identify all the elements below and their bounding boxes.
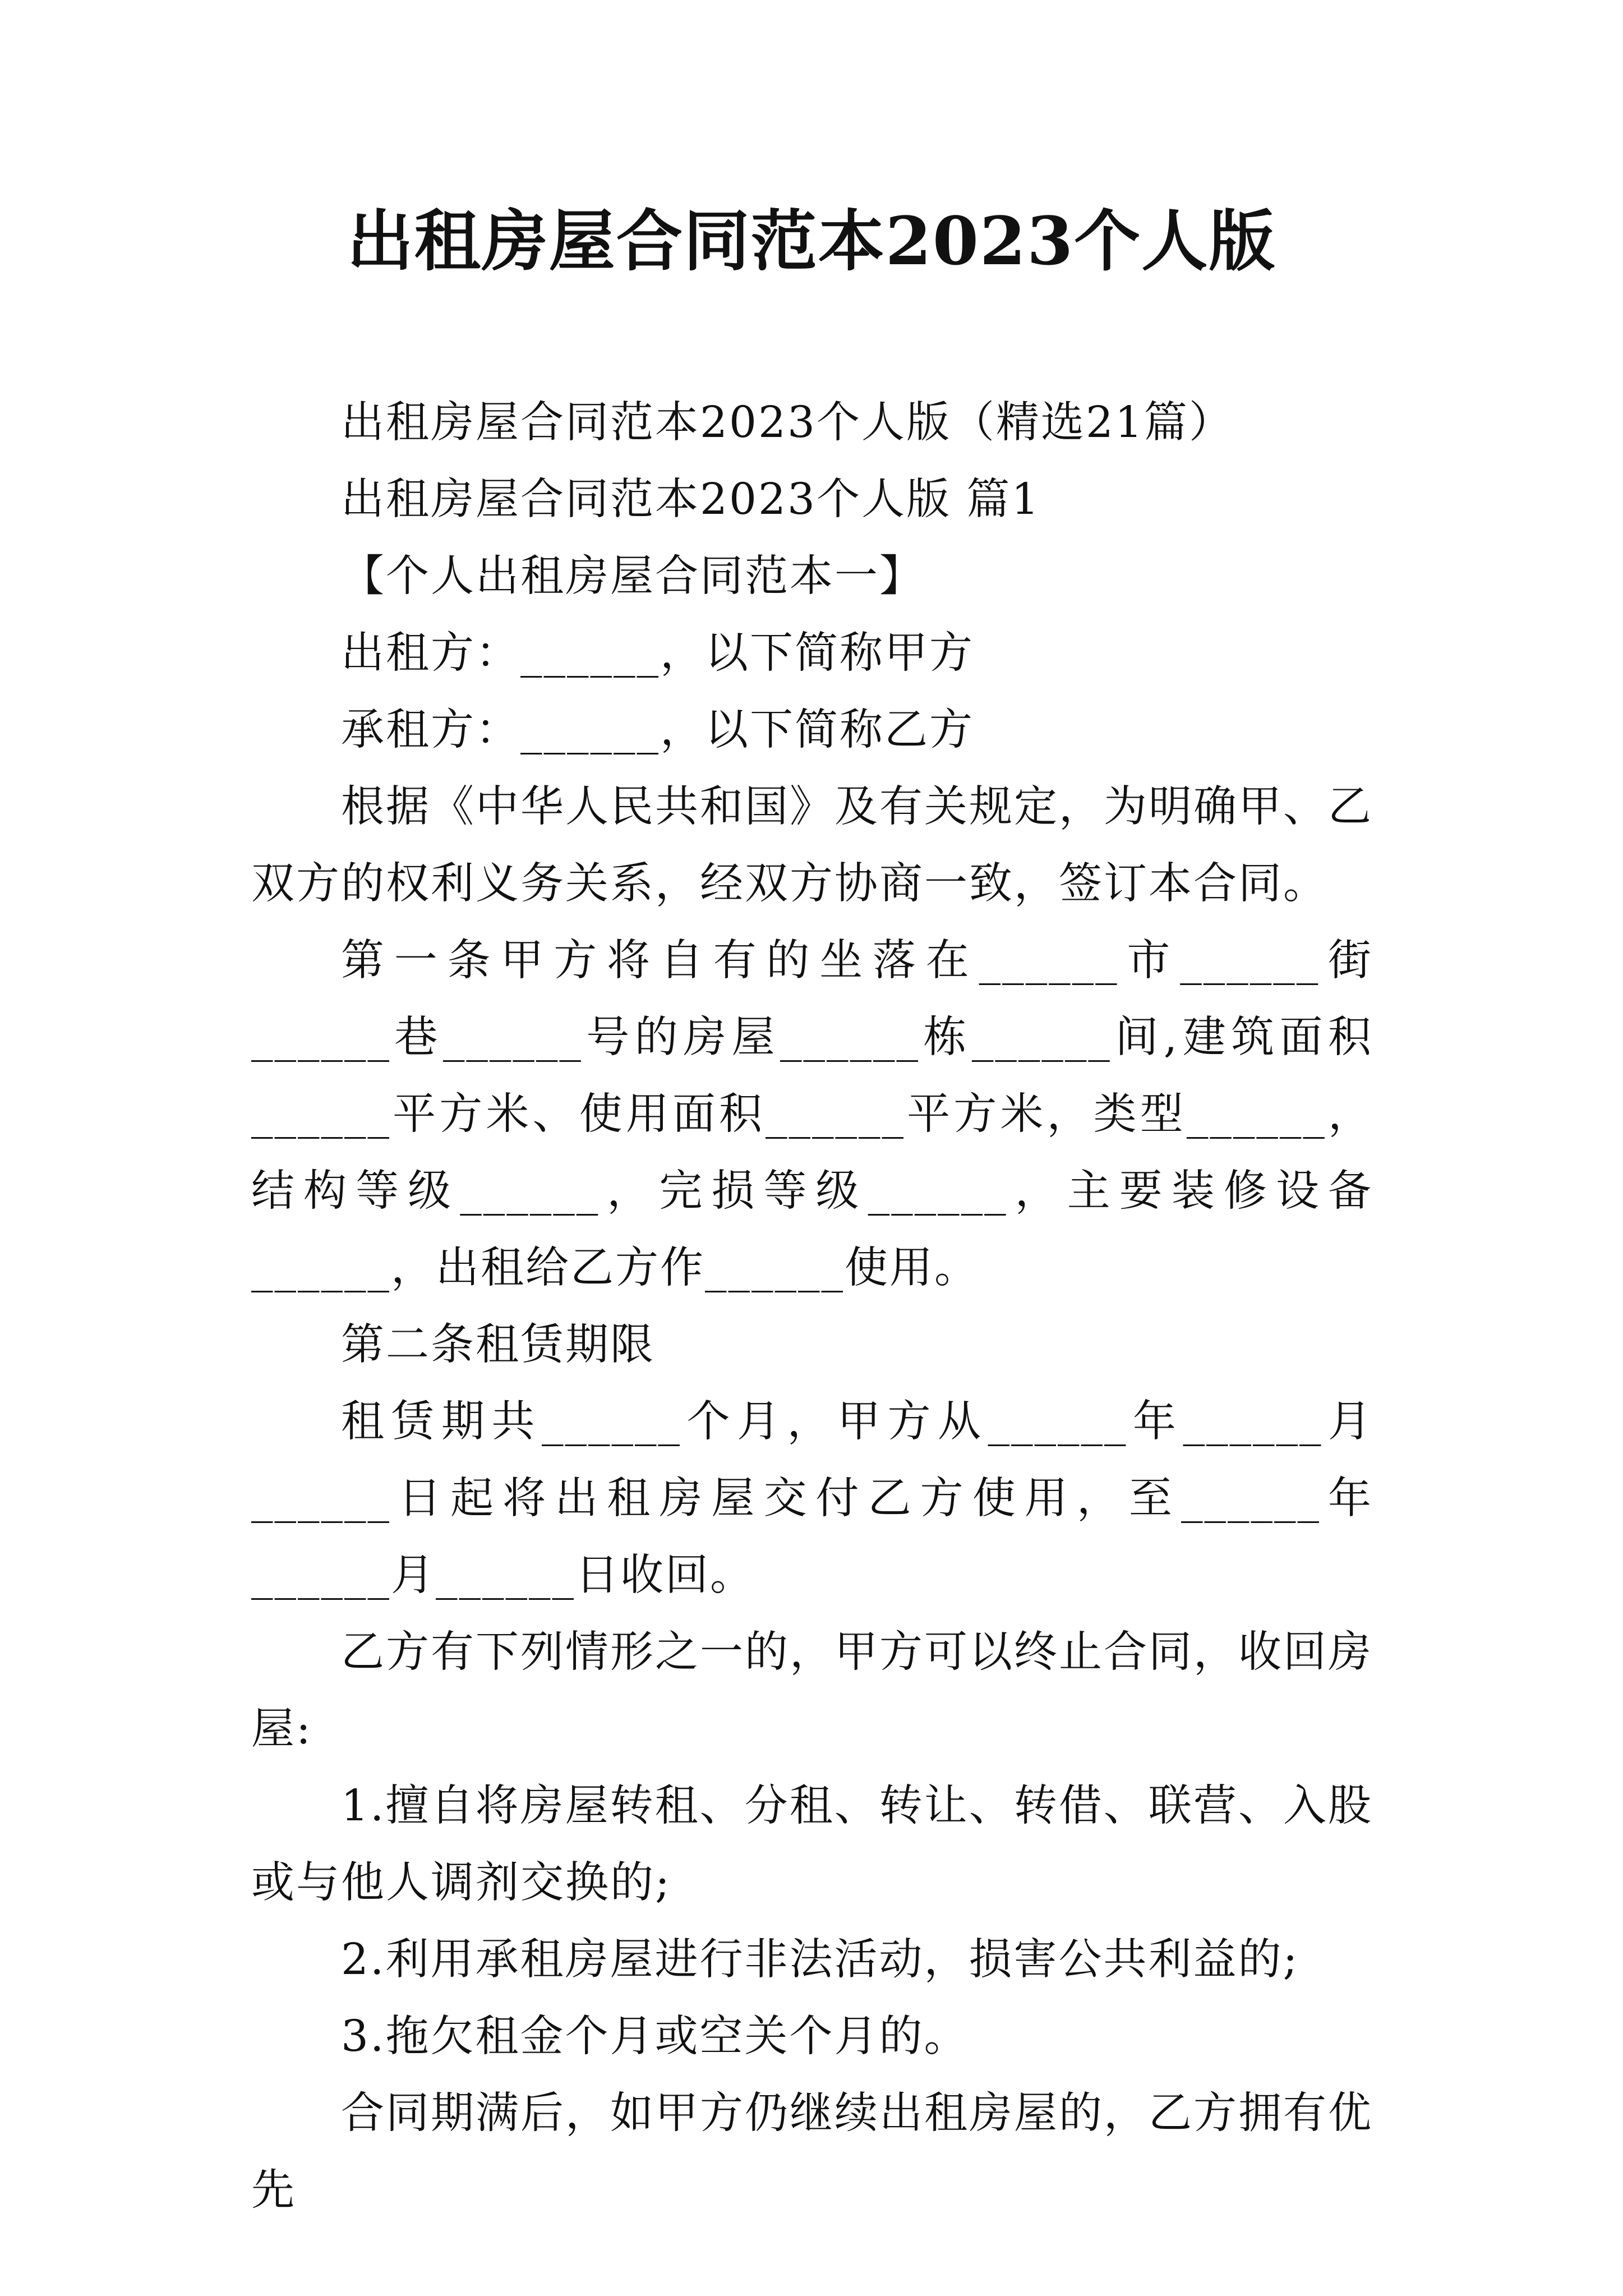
paragraph: 出租房屋合同范本2023个人版 篇1 <box>341 475 1041 524</box>
paragraph: 合同期满后，如甲方仍继续出租房屋的，乙方拥有优先 <box>251 2088 1373 2215</box>
paragraph: 出租方：______，以下简称甲方 <box>341 628 974 678</box>
paragraph: 乙方有下列情形之一的，甲方可以终止合同，收回房屋: <box>251 1627 1373 1754</box>
paragraph: 根据《中华人民共和国》及有关规定，为明确甲、乙双方的权利义务关系，经双方协商一致，签订本合同。 <box>251 782 1373 909</box>
paragraph: 承租方：______，以下简称乙方 <box>341 705 974 755</box>
paragraph: 3.拖欠租金个月或空关个月的。 <box>341 2012 969 2062</box>
paragraph: 出租房屋合同范本2023个人版（精选21篇） <box>341 398 1234 448</box>
paragraph: 2.利用承租房屋进行非法活动，损害公共利益的; <box>341 1935 1299 1985</box>
paragraph: 【个人出租房屋合同范本一】 <box>341 551 924 601</box>
document-title: 出租房屋合同范本2023个人版 <box>347 202 1276 280</box>
paragraph: 租赁期共______个月，甲方从______年______月______日起将出租房屋交付乙方使用，至______年______月______日收回。 <box>251 1397 1373 1600</box>
document-body <box>251 384 1373 2229</box>
paragraph: 第一条甲方将自有的坐落在______市______街______巷______号的房屋______栋______间,建筑面积______平方米、使用面积______平方米，类型______，结构等级______，完损等级______，主要装修设备______，出租给乙方作______使用。 <box>251 936 1373 1293</box>
paragraph: 1.擅自将房屋转租、分租、转让、转借、联营、入股或与他人调剂交换的; <box>251 1781 1373 1908</box>
paragraph: 第二条租赁期限 <box>341 1320 655 1370</box>
